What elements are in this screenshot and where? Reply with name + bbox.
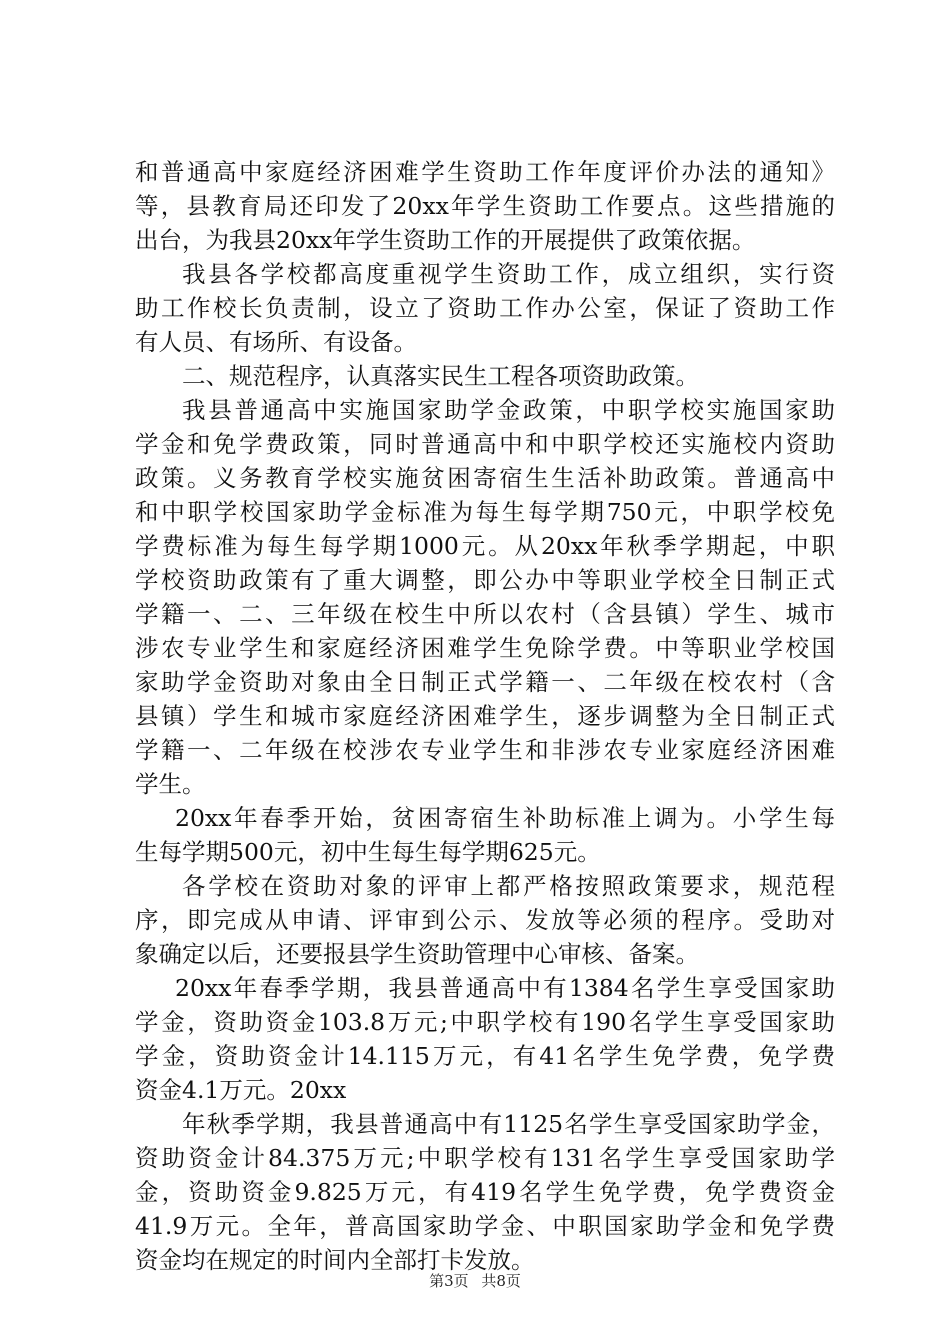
text-line: 县镇）学生和城市家庭经济困难学生，逐步调整为全日制正式 bbox=[135, 702, 835, 730]
page-total: 共8页 bbox=[481, 1272, 521, 1290]
text-line: 我县各学校都高度重视学生资助工作，成立组织，实行资 bbox=[182, 260, 835, 288]
text-line: 41.9万元。全年，普高国家助学金、中职国家助学金和免学费 bbox=[135, 1212, 835, 1240]
text-line: 资金4.1万元。20xx bbox=[135, 1076, 347, 1104]
text-line: 各学校在资助对象的评审上都严格按照政策要求，规范程 bbox=[182, 872, 835, 900]
text-line: 生每学期500元，初中生每生每学期625元。 bbox=[135, 838, 601, 866]
text-line: 年秋季学期，我县普通高中有1125名学生享受国家助学金， bbox=[182, 1110, 835, 1138]
text-line: 象确定以后，还要报县学生资助管理中心审核、备案。 bbox=[135, 940, 699, 968]
text-line: 学籍一、二、三年级在校生中所以农村（含县镇）学生、城市 bbox=[135, 600, 835, 628]
text-line: 学费标准为每生每学期1000元。从20xx年秋季学期起，中职 bbox=[135, 532, 835, 560]
text-line: 涉农专业学生和家庭经济困难学生免除学费。中等职业学校国 bbox=[135, 634, 835, 662]
text-line: 有人员、有场所、有设备。 bbox=[135, 328, 417, 356]
text-line: 资助资金计84.375万元;中职学校有131名学生享受国家助学 bbox=[135, 1144, 835, 1172]
text-line: 学籍一、二年级在校涉农专业学生和非涉农专业家庭经济困难 bbox=[135, 736, 835, 764]
text-line: 学校资助政策有了重大调整，即公办中等职业学校全日制正式 bbox=[135, 566, 835, 594]
text-line: 等，县教育局还印发了20xx年学生资助工作要点。这些措施的 bbox=[135, 192, 835, 220]
text-line: 和中职学校国家助学金标准为每生每学期750元，中职学校免 bbox=[135, 498, 835, 526]
text-line: 二、规范程序，认真落实民生工程各项资助政策。 bbox=[182, 362, 699, 390]
text-line: 我县普通高中实施国家助学金政策，中职学校实施国家助 bbox=[182, 396, 835, 424]
text-line: 20xx年春季学期，我县普通高中有1384名学生享受国家助 bbox=[175, 974, 835, 1002]
document-body bbox=[135, 155, 835, 1277]
text-line: 学金和免学费政策，同时普通高中和中职学校还实施校内资助 bbox=[135, 430, 835, 458]
text-line: 政策。义务教育学校实施贫困寄宿生生活补助政策。普通高中 bbox=[135, 464, 835, 492]
text-line: 学金，资助资金103.8万元;中职学校有190名学生享受国家助 bbox=[135, 1008, 835, 1036]
page-number: 第3页 bbox=[429, 1272, 469, 1290]
text-line: 学生。 bbox=[135, 770, 206, 798]
text-line: 出台，为我县20xx年学生资助工作的开展提供了政策依据。 bbox=[135, 226, 756, 254]
text-line: 资金均在规定的时间内全部打卡发放。 bbox=[135, 1246, 535, 1274]
text-line: 学金，资助资金计14.115万元，有41名学生免学费，免学费 bbox=[135, 1042, 835, 1070]
text-line: 金，资助资金9.825万元，有419名学生免学费，免学费资金 bbox=[135, 1178, 835, 1206]
text-line: 20xx年春季开始，贫困寄宿生补助标准上调为。小学生每 bbox=[175, 804, 835, 832]
text-line: 助工作校长负责制，设立了资助工作办公室，保证了资助工作 bbox=[135, 294, 835, 322]
page-footer bbox=[0, 1270, 950, 1291]
text-line: 和普通高中家庭经济困难学生资助工作年度评价办法的通知》 bbox=[135, 158, 835, 186]
text-line: 家助学金资助对象由全日制正式学籍一、二年级在校农村（含 bbox=[135, 668, 835, 696]
text-line: 序，即完成从申请、评审到公示、发放等必须的程序。受助对 bbox=[135, 906, 835, 934]
